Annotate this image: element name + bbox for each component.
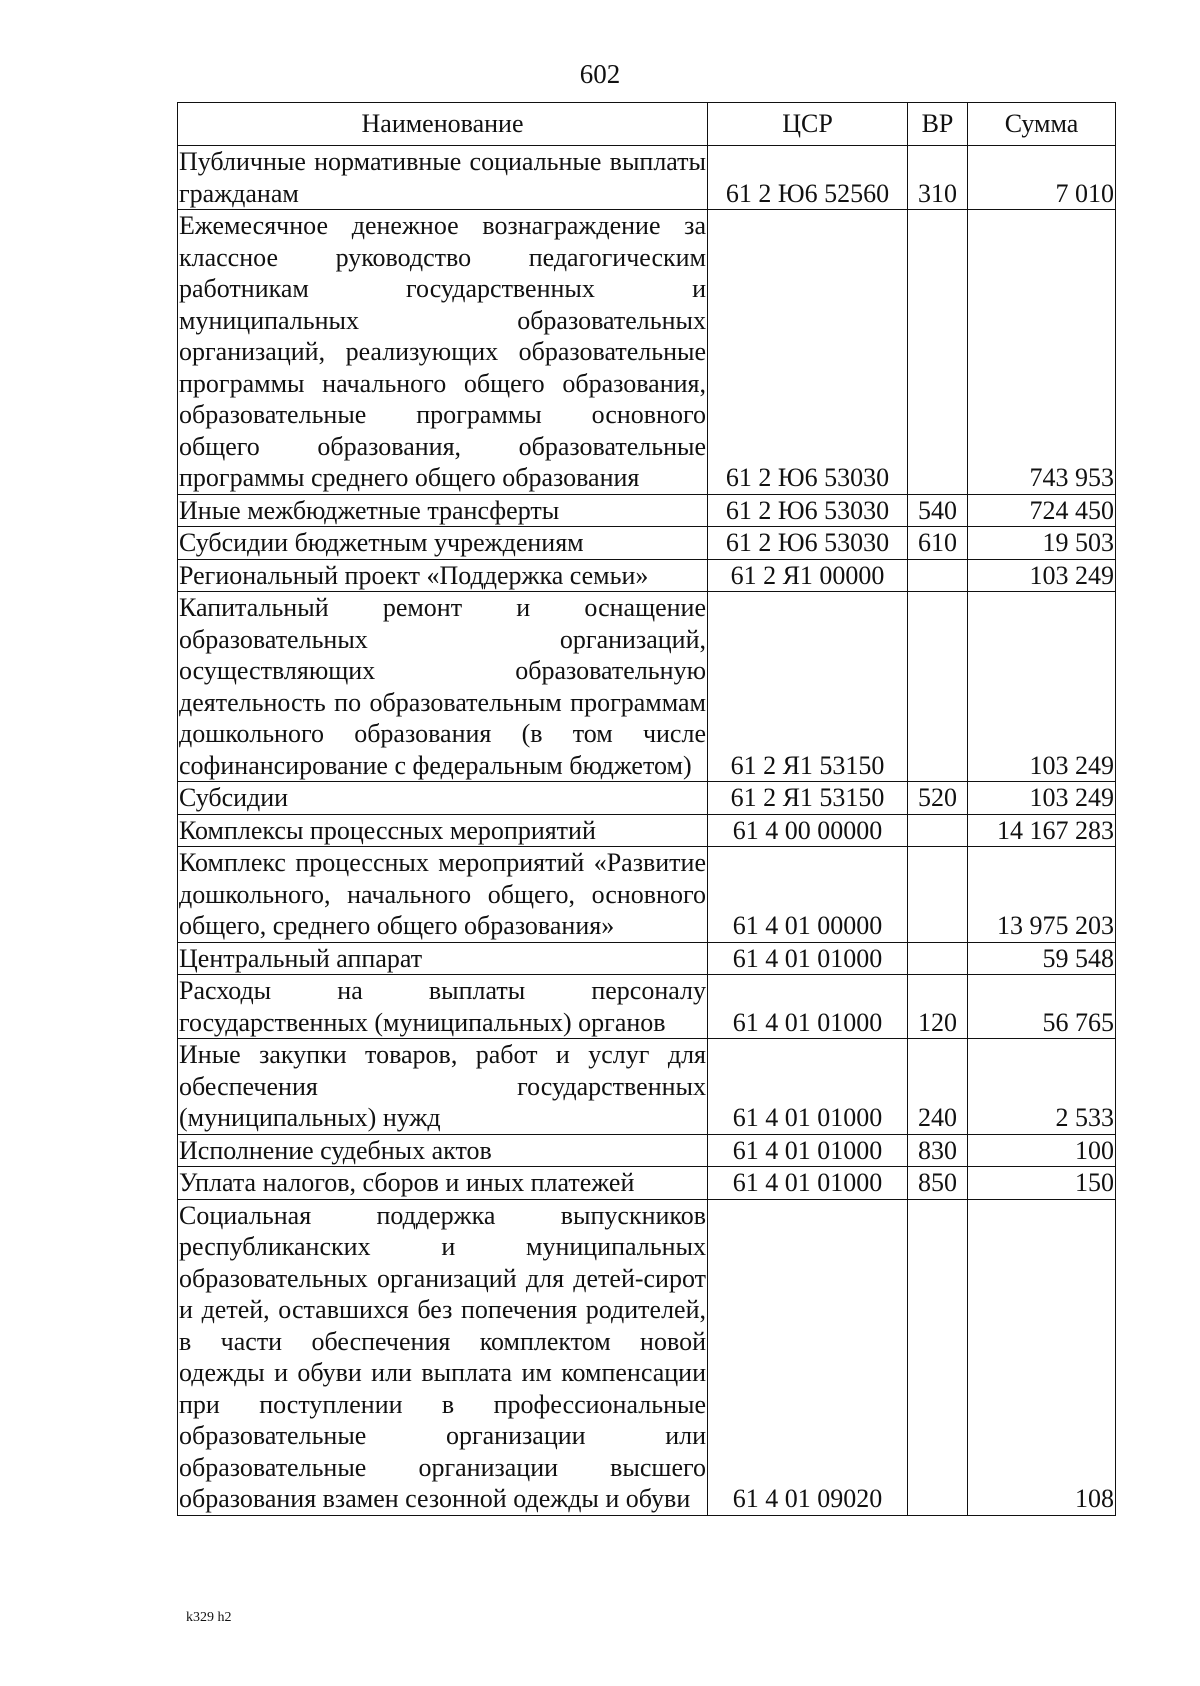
header-vr: ВР (908, 103, 968, 146)
row-vr: 310 (908, 146, 968, 210)
row-name: Субсидии бюджетным учреждениям (178, 527, 708, 560)
row-sum: 108 (968, 1199, 1116, 1515)
row-vr (908, 814, 968, 847)
row-sum: 19 503 (968, 527, 1116, 560)
row-name: Центральный аппарат (178, 942, 708, 975)
header-sum: Сумма (968, 103, 1116, 146)
row-sum: 100 (968, 1134, 1116, 1167)
row-name: Иные закупки товаров, работ и услуг для обеспечения государственных (муниципальных) нужд (179, 1040, 706, 1132)
row-csr: 61 2 Ю6 52560 (708, 146, 908, 210)
row-name: Уплата налогов, сборов и иных платежей (178, 1167, 708, 1200)
table-row (178, 1039, 1116, 1135)
row-csr: 61 4 01 01000 (708, 1134, 908, 1167)
row-csr: 61 4 01 01000 (708, 975, 908, 1039)
budget-table (177, 102, 1116, 1516)
row-sum: 59 548 (968, 942, 1116, 975)
row-sum: 103 249 (968, 592, 1116, 782)
row-sum: 724 450 (968, 494, 1116, 527)
row-name: Публичные нормативные социальные выплаты гражданам (179, 147, 706, 208)
table-row (178, 782, 1116, 815)
row-sum: 150 (968, 1167, 1116, 1200)
row-vr: 540 (908, 494, 968, 527)
row-csr: 61 4 01 00000 (708, 847, 908, 943)
row-name: Комплекс процессных мероприятий «Развитие дошкольного, начального общего, основного общего, среднего общего образования» (179, 848, 706, 940)
row-vr (908, 1199, 968, 1515)
page-number: 602 (579, 59, 621, 89)
table-row (178, 942, 1116, 975)
row-csr: 61 2 Я1 53150 (708, 782, 908, 815)
row-csr: 61 4 00 00000 (708, 814, 908, 847)
row-name: Расходы на выплаты персоналу государственных (муниципальных) органов (179, 976, 706, 1037)
row-vr: 850 (908, 1167, 968, 1200)
row-name: Комплексы процессных мероприятий (178, 814, 708, 847)
row-csr: 61 4 01 09020 (708, 1199, 908, 1515)
row-sum: 743 953 (968, 210, 1116, 495)
table-row (178, 210, 1116, 495)
row-sum: 13 975 203 (968, 847, 1116, 943)
row-name: Ежемесячное денежное вознаграждение за классное руководство педагогическим работникам государственных и муниципальных образовательных организаций, реализующих образовательные программы начального общего образования, образовательные программы основного общего образования, образовательные программы среднего общего образования (179, 211, 706, 492)
table-row (178, 527, 1116, 560)
row-csr: 61 2 Ю6 53030 (708, 527, 908, 560)
row-vr: 830 (908, 1134, 968, 1167)
row-vr: 520 (908, 782, 968, 815)
row-vr (908, 847, 968, 943)
table-row (178, 592, 1116, 782)
table-row (178, 975, 1116, 1039)
row-vr: 240 (908, 1039, 968, 1135)
row-name: Социальная поддержка выпускников республиканских и муниципальных образовательных организаций для детей-сирот и детей, оставшихся без попечения родителей, в части обеспечения комплектом новой одежды и обуви или выплата им компенсации при поступлении в профессиональные образовательные организации или образовательные организации высшего образования взамен сезонной одежды и обуви (179, 1200, 706, 1513)
footer-code: k329 h2 (186, 1610, 232, 1625)
row-csr: 61 4 01 01000 (708, 942, 908, 975)
row-csr: 61 4 01 01000 (708, 1167, 908, 1200)
row-sum: 14 167 283 (968, 814, 1116, 847)
row-sum: 103 249 (968, 782, 1116, 815)
header-name: Наименование (178, 103, 708, 146)
row-csr: 61 2 Ю6 53030 (708, 494, 908, 527)
row-vr (908, 592, 968, 782)
row-csr: 61 2 Я1 53150 (708, 592, 908, 782)
table-row (178, 1199, 1116, 1515)
row-sum: 2 533 (968, 1039, 1116, 1135)
table-header-row (178, 103, 1116, 146)
table-row (178, 847, 1116, 943)
row-name: Исполнение судебных актов (178, 1134, 708, 1167)
row-sum: 103 249 (968, 559, 1116, 592)
table-row (178, 559, 1116, 592)
row-sum: 7 010 (968, 146, 1116, 210)
row-sum: 56 765 (968, 975, 1116, 1039)
row-vr (908, 942, 968, 975)
row-name: Капитальный ремонт и оснащение образовательных организаций, осуществляющих образовательную деятельность по образовательным программам дошкольного образования (в том числе софинансирование с федеральным бюджетом) (179, 593, 706, 780)
row-vr: 610 (908, 527, 968, 560)
table-row (178, 814, 1116, 847)
row-name: Субсидии (178, 782, 708, 815)
row-csr: 61 2 Я1 00000 (708, 559, 908, 592)
row-name: Региональный проект «Поддержка семьи» (178, 559, 708, 592)
row-vr (908, 559, 968, 592)
row-name: Иные межбюджетные трансферты (178, 494, 708, 527)
table-row (178, 146, 1116, 210)
row-csr: 61 4 01 01000 (708, 1039, 908, 1135)
table-row (178, 1134, 1116, 1167)
row-vr: 120 (908, 975, 968, 1039)
row-vr (908, 210, 968, 495)
row-csr: 61 2 Ю6 53030 (708, 210, 908, 495)
table-row (178, 494, 1116, 527)
header-csr: ЦСР (708, 103, 908, 146)
table-row (178, 1167, 1116, 1200)
